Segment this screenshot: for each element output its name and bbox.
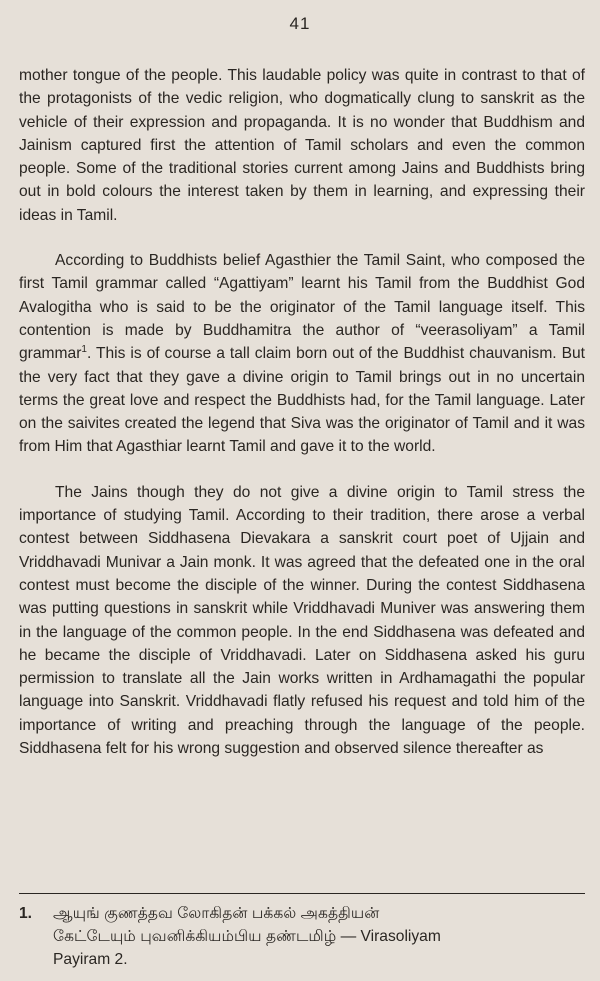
footnote-tamil-line: ஆயுங் குணத்தவ லோகிதன் பக்கல் அகத்தியன்: [53, 905, 380, 922]
paragraph-text: This is of course a tall claim born out of the Buddhist chauvanism. But the very fact that they gave a divine origin to Tamil brings out in no uncertain terms the great love and respect the Buddhists had, for the Tamil language. Later on the saivites created the legend that Siva was the originator of Tamil and it was from Him that Agasthiar learnt Tamil and gave it to the world.: [19, 345, 585, 456]
footnote-tamil-line: கேட்டேயும் புவனிக்கியம்பிய தண்டமிழ் — Virasoliyam: [53, 928, 441, 945]
paragraph-text: According to Buddhists belief Agasthier the Tamil Saint, who composed the first Tamil grammar called “Agattiyam” learnt his Tamil from the Buddhist God Avalogitha who is said to be the originator of the Tamil language itself. This contention is made by Buddhamitra the author of “veerasoliyam” a Tamil grammar: [19, 252, 585, 363]
body-text: [19, 64, 585, 760]
paragraph: According to Buddhists belief Agasthier the Tamil Saint, who composed the first Tamil grammar called “Agattiyam” learnt his Tamil from the Buddhist God Avalogitha who is said to be the originator of the Tamil language itself. This contention is made by Buddhamitra the author of “veerasoliyam” a Tamil grammar$^1$. This is of course a tall claim born out of the Buddhist chauvanism. But the very fact that they gave a divine origin to Tamil brings out in no uncertain terms the great love and respect the Buddhists had, for the Tamil language. Later on the saivites created the legend that Siva was the originator of Tamil and it was from Him that Agasthiar learnt Tamil and gave it to the world.: [19, 252, 585, 456]
page-number: 41: [289, 14, 311, 33]
paragraph: The Jains though they do not give a divine origin to Tamil stress the importance of studying Tamil. According to their tradition, there arose a verbal contest between Siddhasena Dievakara a sanskrit court poet of Ujjain and Vriddhavadi Munivar a Jain monk. It was agreed that the defeated one in the oral contest must become the disciple of the winner. During the contest Siddhasena was putting questions in sanskrit while Vriddhavadi Muniver was answering them in the language of the common people. In the end Siddhasena was defeated and he became the disciple of Vriddhavadi. Later on Siddhasena asked his guru permission to translate all the Jain works written in Ardhamagathi the popular language into Sanskrit. Vriddhavadi flatly refused his request and told him of the importance of writing and preaching through the language of the people. Siddhasena felt for his wrong suggestion and observed silence thereafter as: [19, 483, 585, 758]
footnote-line: [19, 902, 585, 925]
footnote-number: 1.: [19, 905, 33, 922]
paragraph: mother tongue of the people. This laudable policy was quite in contrast to that of the protagonists of the vedic religion, who dogmatically clung to sanskrit as the vehicle of their expression and propaganda. It is no wonder that Buddhism and Jainism captured first the attention of Tamil scholars and even the common people. Some of the traditional stories current among Jains and Buddhists bring out in bold colours the interest taken by them in learning, and expressing their ideas in Tamil.: [19, 67, 585, 224]
footnote-source: Payiram 2.: [53, 951, 128, 968]
footnote: [19, 902, 585, 971]
footnote-divider: [19, 893, 585, 894]
footnote-reference: 1: [81, 344, 87, 356]
